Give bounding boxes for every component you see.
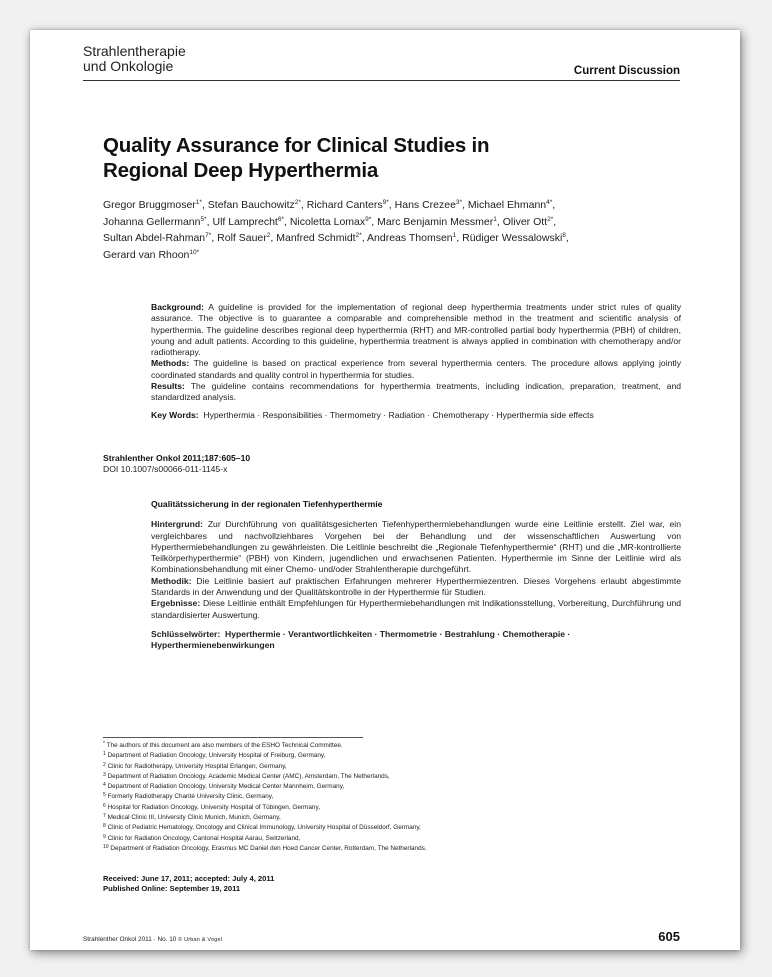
affiliation-text: Formerly Radiotherapy Charité University Clinic, Germany,: [107, 793, 274, 801]
author-affiliation-mark: 2*: [294, 199, 301, 206]
author-name: Manfred Schmidt: [276, 232, 356, 244]
affiliation-mark: 6: [103, 802, 106, 809]
author-name: Johanna Gellermann: [103, 215, 201, 228]
affiliation-mark: 8: [103, 823, 106, 830]
page-number: 605: [658, 929, 680, 944]
author-name: Gerard van Rhoon: [103, 248, 190, 261]
affiliation-text: Hospital for Radiation Oncology, University Hospital of Tübingen, Germany,: [107, 803, 320, 811]
affiliation-text: Department of Radiation Oncology, University Hospital of Freiburg, Germany,: [107, 752, 326, 760]
author-affiliation-mark: 8: [562, 232, 566, 239]
author-affiliation-mark: 6*: [277, 215, 284, 223]
abstract-methods: Methods: The guideline is based on practical experience from several hyperthermia centers. The procedure allows applying jointly coordinated standards and quality control in hyperthermia for studies.: [151, 358, 681, 380]
affiliation-mark: 5: [103, 792, 106, 799]
author-name: Andreas Thomsen: [367, 232, 453, 244]
german-title: Qualitätssicherung in der regionalen Tiefenhyperthermie: [151, 499, 383, 509]
author-affiliation-mark: 1*: [195, 199, 202, 206]
author-name: Stefan Bauchowitz: [207, 199, 295, 211]
author-affiliation-mark: 3*: [455, 199, 463, 206]
affiliation-item: [103, 834, 663, 844]
author-affiliation-mark: 1: [452, 232, 457, 239]
author-name: Rüdiger Wessalowski: [462, 232, 563, 244]
german-background: Hintergrund: Zur Durchführung von qualitätsgesicherten Tiefenhyperthermiebehandlungen wurde eine Leitlinie erstellt. Ziel war, ein vergleichbares und nachvollziehbares Vorgehen bei der Behandlung und der wissenschaftlichen Auswertung von Hyperthermiebehandlungen zu gewährleisten. Die Leitlinie beschreibt die „Regionale Tiefenhyperthermie“ (RHT) und die „MR-kontrollierte Teilkörperhyperthermie“ (PBH) von Kindern, jugendlichen und erwachsenen Patienten. Hyperthermie im Sinne der Leitlinie wird als Kombinationsbehandlung mit einer Chemo- und/oder Strahlentherapie durchgeführt.: [151, 519, 682, 575]
author-line: Sultan Abdel-Rahman$^{7*}$, Rolf Sauer$^2$, Manfred Schmidt$^{2*}$, Andreas Thomsen$^1$, Rüdiger Wessalowski$^8$,: [103, 232, 569, 244]
journal-name: Strahlentherapie und Onkologie: [83, 43, 186, 74]
affiliation-mark: *: [103, 741, 105, 747]
author-name: Rolf Sauer: [217, 232, 267, 244]
affiliation-text: Clinic for Radiotherapy, University Hospital Erlangen, Germany,: [107, 762, 287, 770]
author-affiliation-mark: 10*: [189, 248, 200, 256]
author-name: Nicoletta Lomax: [289, 215, 366, 228]
affiliation-item: [103, 772, 663, 782]
footer-citation: Strahlenther Onkol 2011 · No. 10 © Urban & Vogel: [83, 936, 223, 943]
affiliations: [103, 741, 663, 854]
author-affiliation-mark: 2: [266, 232, 271, 239]
affiliation-item: [103, 751, 663, 761]
author-affiliation-mark: 2*: [547, 215, 554, 223]
section-label: Current Discussion: [573, 65, 680, 77]
author-affiliation-mark: 1: [493, 215, 497, 223]
affiliation-mark: 2: [103, 761, 106, 768]
author-name: Michael Ehmann: [467, 199, 547, 211]
affiliation-item: [103, 741, 663, 751]
affiliation-mark: 3: [103, 771, 106, 778]
received-dates: Received: June 17, 2011; accepted: July 4, 2011 Published Online: September 19, 2011: [103, 874, 275, 893]
author-affiliation-mark: 9*: [382, 199, 389, 206]
affiliation-item: [103, 823, 663, 833]
publisher: © Urban & Vogel: [178, 937, 223, 943]
affiliation-item: [103, 762, 663, 772]
affiliation-item: [103, 813, 663, 823]
footnote-rule: [103, 737, 363, 738]
affiliation-mark: 9: [103, 833, 106, 840]
author-affiliation-mark: 9*: [365, 215, 372, 223]
doi: DOI 10.1007/s00066-011-1145-x: [103, 463, 228, 474]
affiliation-mark: 1: [103, 751, 106, 758]
author-name: Ulf Lamprecht: [212, 215, 278, 228]
affiliation-mark: 10: [103, 843, 109, 850]
german-methods: Methodik: Die Leitlinie basiert auf praktischen Erfahrungen mehrerer Hyperthermiezentren. Dieses Vorgehens erlaubt abgestimmte Standards in der Anwendung und der Qualitätskontrolle in der Hyperthermie für Studien.: [151, 575, 681, 598]
abstract-background: Background: A guideline is provided for the implementation of regional deep hyperthermia treatments under strict rules of quality assurance. The objective is to guarantee a comparable and comprehensible method in the treatment and scientific analysis of hyperthermia. The guideline describes regional deep hyperthermia (RHT) and MR-controlled partial body hyperthermia (PBH) of children, young and adult patients. According to this guideline, hyperthermia treatment is always applied in combination with chemotherapy and/or radiotherapy.: [151, 302, 681, 358]
author-list: [103, 197, 693, 263]
author-name: Hans Crezee: [394, 199, 456, 211]
abstract-results: Results: The guideline contains recommendations for hyperthermia treatments, including indication, preparation, treatment, and standardized analysis.: [151, 381, 682, 403]
author-affiliation-mark: 5*: [200, 215, 207, 223]
author-line: Gregor Bruggmoser$^{1*}$, Stefan Bauchowitz$^{2*}$, Richard Canters$^{9*}$, Hans Crezee$^{3*}$, Michael Ehmann$^{4*}$,: [103, 199, 556, 211]
citation: Strahlenther Onkol 2011;187:605–10 DOI 10.1007/s00066-011-1145-x: [103, 453, 251, 474]
abstract: [151, 302, 681, 421]
german-abstract: [151, 499, 681, 652]
german-results: Ergebnisse: Diese Leitlinie enthält Empfehlungen für Hyperthermiebehandlungen mit Indikationsstellung, Vorbereitung, Durchführung und standardisierter Auswertung.: [151, 598, 682, 620]
affiliation-text: Department of Radiation Oncology, University Medical Center Mannheim, Germany,: [107, 783, 345, 791]
german-keywords: Schlüsselwörter: Hyperthermie · Verantwortlichkeiten · Thermometrie · Bestrahlung · Chemotherapie · Hyperthermienebenwirkungen: [151, 628, 571, 651]
affiliation-item: [103, 792, 663, 802]
affiliation-mark: 4: [103, 782, 106, 789]
author-affiliation-mark: 7*: [205, 232, 212, 239]
affiliation-text: The authors of this document are also members of the ESHO Technical Committee.: [106, 742, 343, 749]
affiliation-mark: 7: [103, 813, 106, 820]
affiliation-text: Clinic of Pediatric Hematology, Oncology and Clinical Immunology, University Hospital of Düsseldorf, Germany,: [107, 824, 421, 832]
header-rule: [83, 80, 680, 81]
affiliation-item: [103, 782, 663, 792]
author-line: [103, 247, 693, 264]
author-affiliation-mark: 2*: [355, 232, 362, 239]
author-name: Gregor Bruggmoser: [103, 199, 196, 211]
author-name: Richard Canters: [306, 199, 383, 211]
affiliation-item: [103, 844, 663, 854]
paper-page: [30, 30, 740, 950]
affiliation-text: Medical Clinic III, University Clinic Munich, Munich, Germany,: [107, 814, 281, 822]
affiliation-item: [103, 803, 663, 813]
author-name: Sultan Abdel-Rahman: [103, 232, 206, 244]
author-name: Oliver Ott: [502, 215, 548, 228]
abstract-keywords: Key Words: Hyperthermia · Responsibilities · Thermometry · Radiation · Chemotherapy · Hyperthermia side effects: [151, 409, 594, 420]
paper-title: Quality Assurance for Clinical Studies in Regional Deep Hyperthermia: [103, 134, 490, 182]
affiliation-text: Department of Radiation Oncology, Erasmus MC Daniel den Hoed Cancer Center, Rotterdam, The Netherlands.: [110, 844, 427, 852]
author-line: Johanna Gellermann$^{5*}$, Ulf Lamprecht$^{6*}$, Nicoletta Lomax$^{9*}$, Marc Benjamin Messmer$^1$, Oliver Ott$^{2*}$,: [103, 215, 557, 228]
affiliation-text: Clinic for Radiation Oncology, Cantonal Hospital Aarau, Switzerland,: [107, 834, 301, 842]
affiliation-text: Department of Radiation Oncology, Academic Medical Center (AMC), Amsterdam, The Netherlands,: [107, 772, 390, 780]
author-name: Marc Benjamin Messmer: [377, 215, 494, 228]
author-affiliation-mark: 4*: [546, 199, 553, 206]
